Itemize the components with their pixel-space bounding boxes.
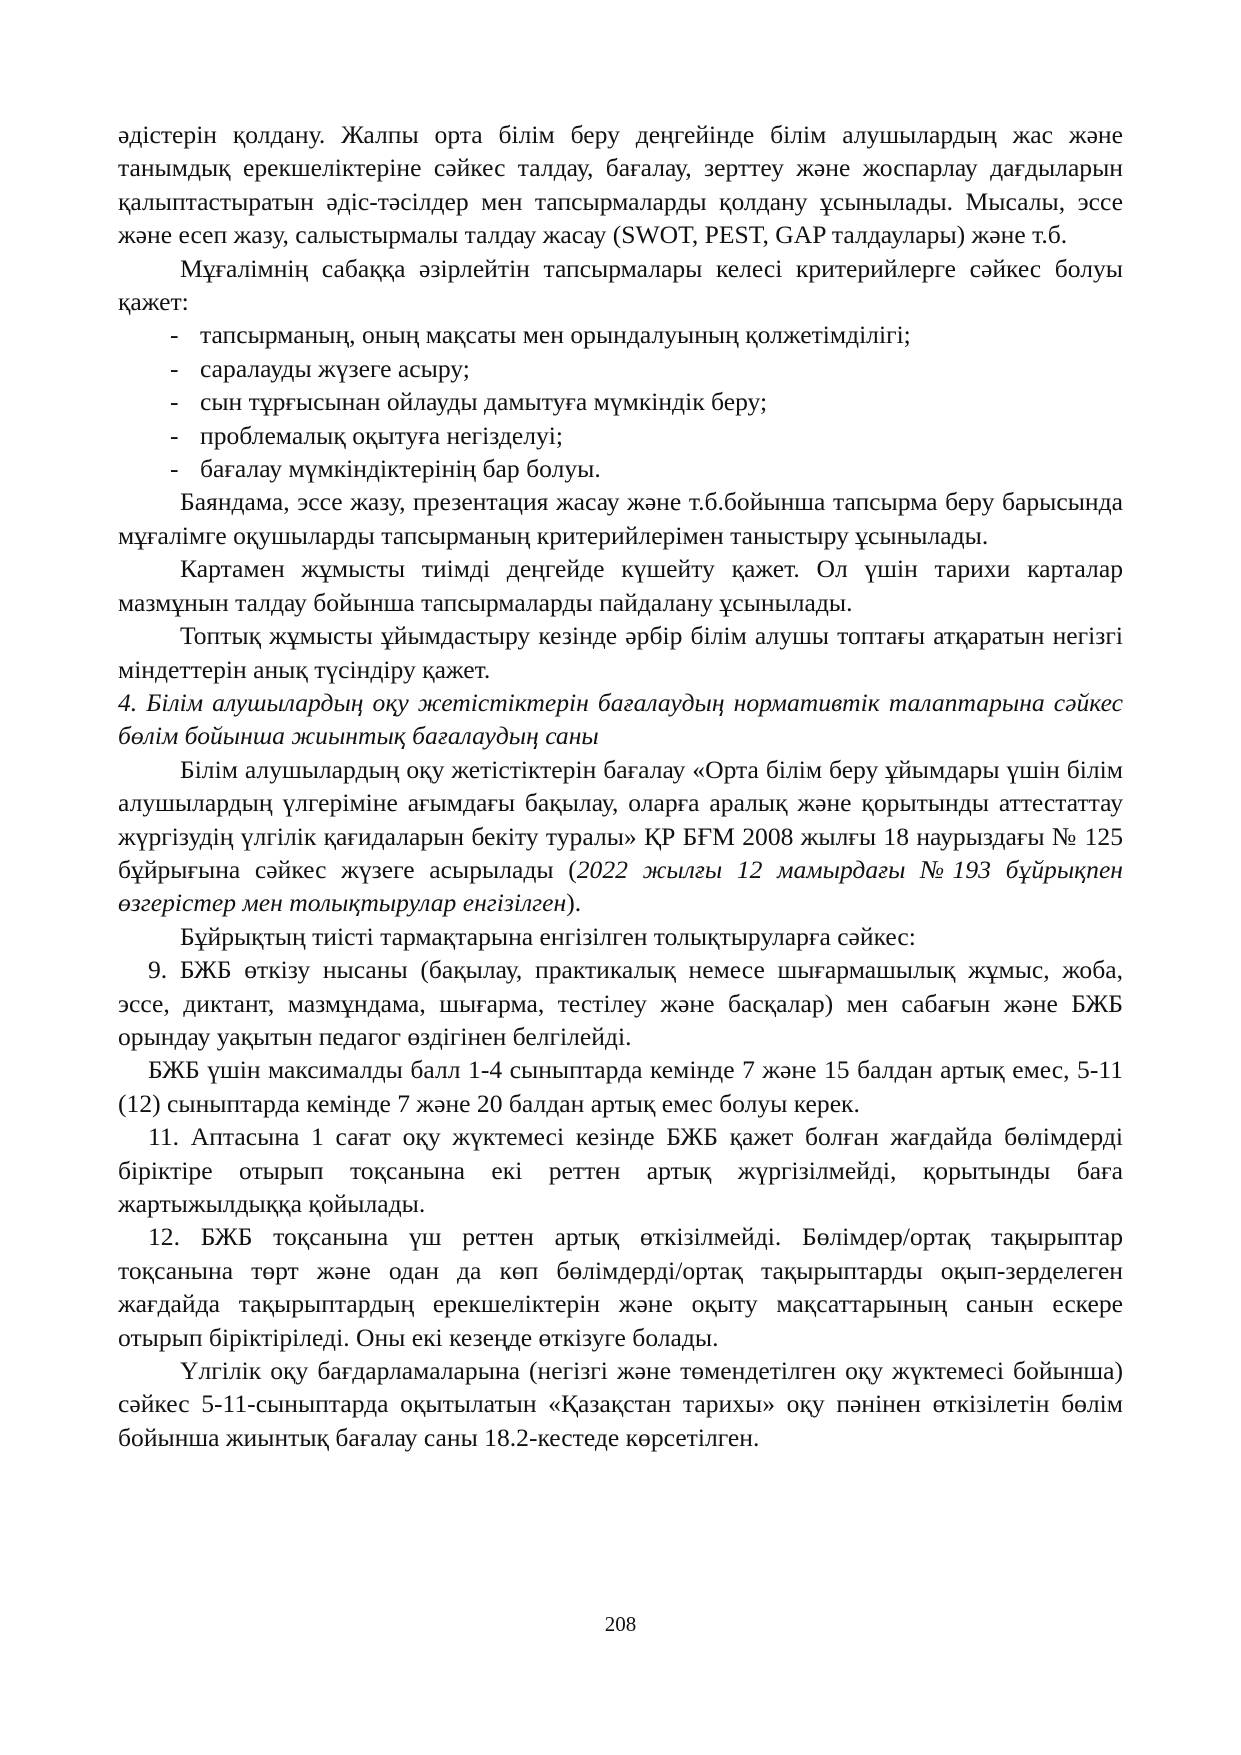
paragraph-criteria-intro: Мұғалімнің сабаққа әзірлейтін тапсырмалары келесі критерийлерге сәйкес болуы қажет:	[118, 253, 1123, 317]
paragraph-methods: әдістерін қолдану. Жалпы орта білім беру деңгейінде білім алушылардың жас және танымдық ерекшеліктеріне сәйкес талдау, бағалау, зерттеу және жоспарлау дағдыларын қалыптастыратын әдіс-тәсілдер мен тапсырмаларды қолдану ұсынылады. Мысалы, эссе және есеп жазу, салыстырмалы талдау жасау (SWOT, PEST, GAP талдаулары) және т.б.	[118, 120, 1123, 250]
criteria-item-text: бағалау мүмкіндіктерінің бар болуы.	[200, 454, 601, 484]
regulation-text: Білім алушылардың оқу жетістіктерін бағалау «Орта білім беру ұйымдары үшін білім алушылардың үлгеріміне ағымдағы бақылау, оларға аралық және қорытынды аттестаттау жүргізудің үлгілік қағидаларын бекіту туралы» ҚР БҒМ 2008 жылғы 18 наурыздағы № 125 бұйрығына сәйкес жүзеге асырылады (	[118, 754, 1123, 884]
criteria-item	[170, 352, 1123, 385]
paragraph-rule-11: 11. Аптасына 1 сағат оқу жүктемесі кезінде БЖБ қажет болған жағдайда бөлімдерді біріктіре отырып тоқсанына екі реттен артық жүргізілмейді, қорытынды баға жартыжылдыққа қойылады.	[118, 1122, 1123, 1218]
bullet-dash: -	[170, 420, 179, 450]
page-number: 208	[604, 1612, 637, 1636]
criteria-item-text: саралауды жүзеге асыру;	[200, 353, 470, 383]
bullet-dash: -	[170, 320, 179, 350]
criteria-item-text: тапсырманың, оның мақсаты мен орындалуының қолжетімділігі;	[200, 320, 911, 350]
criteria-item	[170, 318, 1123, 351]
paragraph-final: Үлгілік оқу бағдарламаларына (негізгі және төмендетілген оқу жүктемесі бойынша) сәйкес 5-11-сыныптарда оқытылатын «Қазақстан тарихы» оқу пәнінен өткізілетін бөлім бойынша жиынтық бағалау саны 18.2-кестеде көрсетілген.	[118, 1356, 1123, 1452]
criteria-item-text: сын тұрғысынан ойлауды дамытуға мүмкіндік беру;	[200, 387, 768, 417]
paragraph-rule-9: 9. БЖБ өткізу нысаны (бақылау, практикалық немесе шығармашылық жұмыс, жоба, эссе, диктант, мазмұндама, шығарма, тестілеу және басқалар) мен сабағын және БЖБ орындау уақытын педагог өздігінен белгілейді.	[118, 955, 1123, 1051]
paragraph-map-work: Картамен жұмысты тиімді деңгейде күшейту қажет. Ол үшін тарихи карталар мазмұнын талдау бойынша тапсырмаларды пайдалану ұсынылады.	[118, 554, 1123, 617]
paragraph-max-score: БЖБ үшін максималды балл 1-4 сыныптарда кемінде 7 және 15 балдан артық емес, 5-11 (12) сыныптарда кемінде 7 және 20 балдан артық емес болуы керек.	[118, 1055, 1123, 1118]
paragraph-regulation	[118, 753, 1123, 920]
paragraph-rules-intro: Бұйрықтың тиісті тармақтарына енгізілген толықтыруларға сәйкес:	[180, 921, 916, 951]
bullet-dash: -	[170, 454, 179, 484]
regulation-closing: ).	[566, 888, 582, 918]
bullet-dash: -	[170, 353, 179, 383]
paragraph-group-work: Топтық жұмысты ұйымдастыру кезінде әрбір білім алушы топтағы атқаратын негізгі міндеттерін анық түсіндіру қажет.	[118, 621, 1123, 684]
paragraph-rule-12: 12. БЖБ тоқсанына үш реттен артық өткізілмейді. Бөлімдер/ортақ тақырыптар тоқсанына төрт және одан да көп бөлімдерді/ортақ тақырыптарды оқып-зерделеген жағдайда тақырыптардың ерекшеліктерін және оқыту мақсаттарының санын ескере отырып біріктіріледі. Оны екі кезеңде өткізуге болады.	[118, 1222, 1123, 1352]
regulation-amendment-note: 2022 жылғы 12 мамырдағы №193 бұйрықпен өзгерістер мен толықтырулар енгізілген	[118, 854, 1124, 918]
criteria-item	[170, 419, 1123, 452]
criteria-list	[118, 318, 1123, 485]
bullet-dash: -	[170, 387, 179, 417]
criteria-item	[170, 385, 1123, 418]
criteria-item-text: проблемалық оқытуға негізделуі;	[200, 420, 564, 450]
section-heading: 4. Білім алушылардың оқу жетістіктерін бағалаудың нормативтік талаптарына сәйкес бөлім бойынша жиынтық бағалаудың саны	[118, 687, 1123, 751]
criteria-item	[170, 452, 1123, 485]
paragraph-presentation: Баяндама, эссе жазу, презентация жасау және т.б.бойынша тапсырма беру барысында мұғалімге оқушыларды тапсырманың критерийлерімен таныстыру ұсынылады.	[118, 487, 1123, 550]
document-page	[118, 118, 1123, 1454]
